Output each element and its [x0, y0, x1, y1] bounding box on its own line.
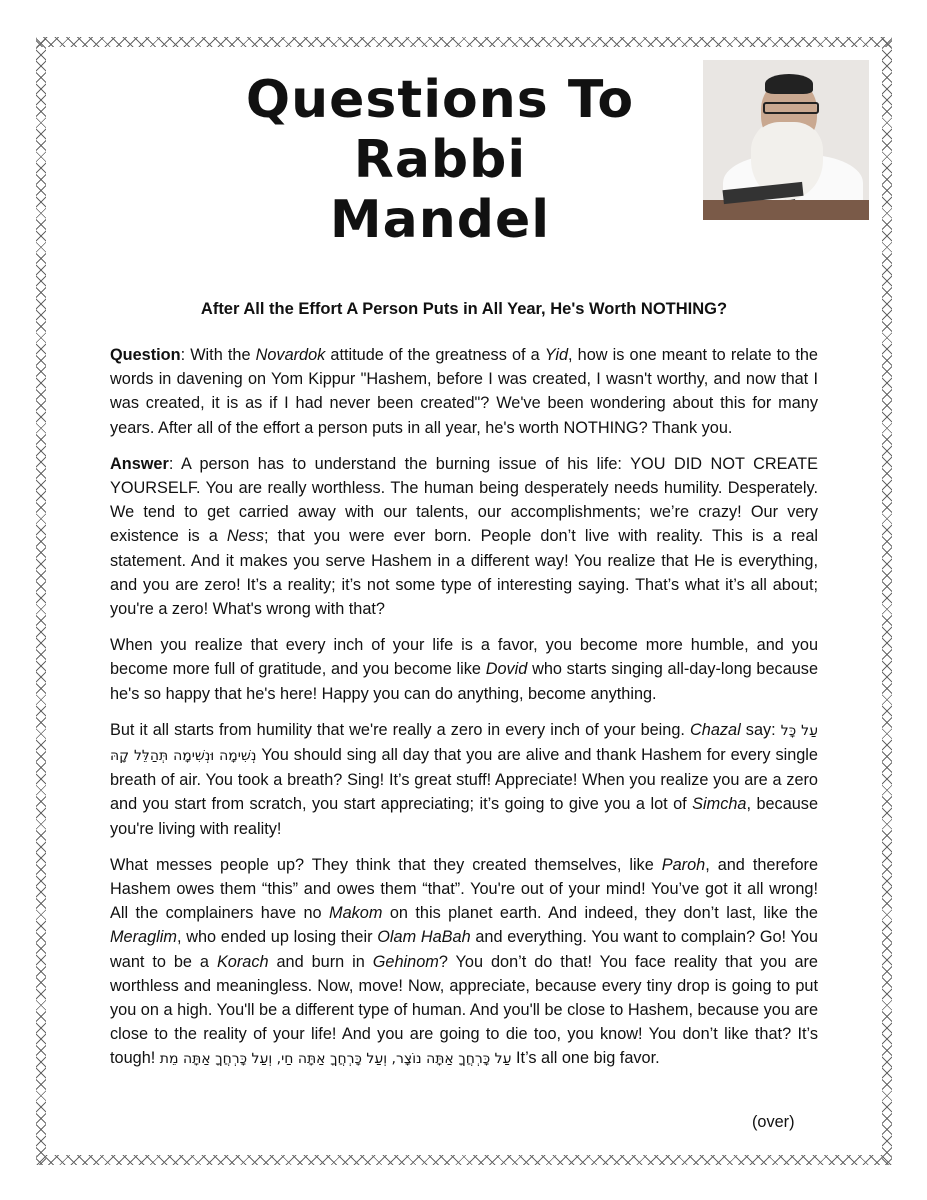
- text-segment: ? You don’t do that! You face reality that you are worthless and meaningless. Now, move! Now, appreciate, because every tiny drop is going to put you on a high. You'll be a different type of human. And you'll be close to Hashem, because you are close to the reality of your life! And you are going to die too, you know! You don’t like that? It’s tough!: [110, 952, 818, 1068]
- text-segment: Simcha: [692, 795, 747, 814]
- text-segment: , and therefore Hashem owes them “this” and owes them “that”. You're out of your mind! You’ve got it all wrong! All the complainers have no: [110, 855, 818, 923]
- text-segment: Yid: [544, 346, 569, 364]
- text-segment: Makom: [329, 904, 383, 923]
- paragraph: [110, 853, 818, 1072]
- paragraph: [110, 452, 818, 621]
- text-segment: Novardok: [255, 346, 326, 364]
- rabbi-photo: [703, 60, 869, 220]
- text-segment: It’s all one big favor.: [511, 1049, 660, 1068]
- hebrew-quote: עַל כָּרְחֲךָ אַתָּה נוֹצָר, וְעַל כָּרְחֲךָ אַתָּה חַי, וְעַל כָּרְחֲךָ אַתָּה מֵת: [159, 1051, 512, 1068]
- text-segment: Korach: [216, 952, 269, 971]
- text-segment: attitude of the greatness of a: [325, 346, 545, 364]
- text-segment: Gehinom: [372, 952, 439, 971]
- text-segment: Paroh: [661, 855, 706, 874]
- paragraph: [110, 633, 818, 706]
- text-segment: say:: [740, 720, 781, 739]
- over-note: (over): [752, 1113, 795, 1131]
- text-segment: and everything. You want to complain? Go! You want to be a: [110, 928, 818, 971]
- title-line: Mandel: [329, 190, 551, 250]
- border-right: [882, 37, 892, 1165]
- title-line: Rabbi: [353, 130, 527, 190]
- title-line: Questions To: [245, 70, 635, 130]
- text-segment: and burn in: [268, 952, 373, 971]
- text-segment: Answer: [110, 454, 169, 473]
- article-subtitle: After All the Effort A Person Puts in All Year, He's Worth NOTHING?: [200, 300, 728, 318]
- paragraph: [110, 718, 818, 841]
- text-segment: : With the: [180, 346, 256, 364]
- paragraph: [110, 343, 818, 440]
- text-segment: ; that you were ever born. People don’t live with reality. This is a real statement. And it makes you serve Hashem in a different way! You realize that He is everything, and you are zero! It’s a reality; it’s not some type of interesting saying. That’s what it’s all about; you're a zero! What's wrong with that?: [110, 527, 818, 619]
- text-segment: , because you're living with reality!: [110, 795, 818, 838]
- text-segment: Ness: [226, 527, 265, 546]
- text-segment: But it all starts from humility that we're really a zero in every inch of your being.: [110, 720, 691, 739]
- text-segment: You should sing all day that you are alive and thank Hashem for every single breath of air. You took a breath? Sing! It’s great stuff! Appreciate! When you realize you are a zero and you start from scratch, you start appreciating; it’s going to give you a lot of: [110, 746, 818, 814]
- border-top: [36, 37, 892, 47]
- text-segment: When you realize that every inch of your life is a favor, you become more humble, and you become more full of gratitude, and you become like: [110, 636, 818, 679]
- text-segment: : A person has to understand the burning issue of his life: YOU DID NOT CREATE YOURSELF. You are really worthless. The human being desperately needs humility. Desperately. We tend to get carried away with our talents, our accomplishments; we’re crazy! Our very existence is a: [110, 454, 818, 546]
- text-segment: Meraglim: [110, 928, 177, 947]
- hebrew-quote: עַל כָּל נְשִׁימָה וּנְשִׁימָה תְּהַלֵּל קָהּ: [110, 722, 818, 765]
- text-segment: Olam HaBah: [377, 928, 471, 947]
- text-segment: on this planet earth. And indeed, they don’t last, like the: [382, 904, 818, 923]
- article-body: [110, 343, 818, 1084]
- border-left: [36, 37, 46, 1165]
- text-segment: , who ended up losing their: [176, 928, 378, 947]
- text-segment: Chazal: [690, 720, 741, 739]
- text-segment: , how is one meant to relate to the words in davening on Yom Kippur "Hashem, before I was created, I wasn't worthy, and now that I was created, it is as if I had never been created"? We've been wondering about this for many years. After all of the effort a person puts in all year, he's worth NOTHING? Thank you.: [110, 346, 818, 437]
- text-segment: Dovid: [485, 660, 528, 679]
- text-segment: What messes people up? They think that they created themselves, like: [110, 855, 662, 874]
- border-bottom: [36, 1155, 892, 1165]
- page-title: [200, 70, 680, 250]
- text-segment: who starts singing all-day-long because he's so happy that he's here! Happy you can do anything, become anything.: [110, 660, 818, 703]
- text-segment: Question: [110, 346, 181, 364]
